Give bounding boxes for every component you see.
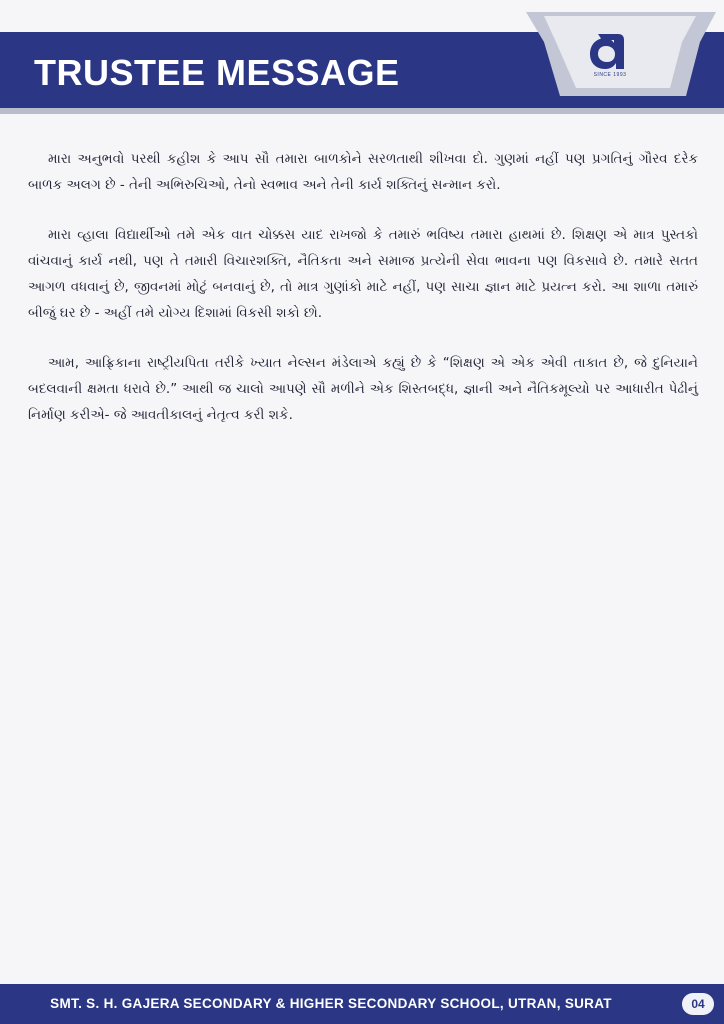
message-paragraph-3: આમ, આફ્રિકાના રાષ્ટ્રીયપિતા તરીકે ખ્યાત નેલ્સન મંડેલાએ કહ્યું છે કે “શિક્ષણ એ એક એવી તાકાત છે, જે દુનિયાને બદલવાની ક્ષમતા ધરાવે છે.” આથી જ ચાલો આપણે સૌ મળીને એક શિસ્તબદ્ધ, જ્ઞાની અને નૈતિકમૂલ્યો પર આધારીત પેઢીનું નિર્માણ કરીએ- જે આવતીકાલનું નેતૃત્વ કરી શકે. [28,355,698,423]
school-logo-icon [586,32,634,72]
page-number-badge: 04 [682,993,714,1015]
footer-bar [0,984,724,1024]
message-paragraph-1: મારા અનુભવો પરથી કહીશ કે આપ સૌ તમારા બાળકોને સરળતાથી શીખવા દો. ગુણમાં નહીં પણ પ્રગતિનું ગૌરવ દરેક બાળક અલગ છે - તેની અભિરુચિઓ, તેનો સ્વભાવ અને તેની કાર્ય શક્તિનું સન્માન કરો. [28,151,698,193]
message-body [28,146,698,452]
header-accent-stripe [0,108,724,114]
logo-since-text: SINCE 1993 [593,72,627,78]
footer-school-name: SMT. S. H. GAJERA SECONDARY & HIGHER SECONDARY SCHOOL, UTRAN, SURAT [50,996,612,1011]
message-paragraph-2: મારા વ્હાલા વિદ્યાર્થીઓ તમે એક વાત ચોક્કસ યાદ રાખજો કે તમારું ભવિષ્ય તમારા હાથમાં છે. શિક્ષણ એ માત્ર પુસ્તકો વાંચવાનું કાર્ય નથી, પણ તે તમારી વિચારશક્તિ, નૈતિકતા અને સમાજ પ્રત્યેની સેવા ભાવના પણ વિકસાવે છે. તમારે સતત આગળ વધવાનું છે, જીવનમાં મોટું બનવાનું છે, તો માત્ર ગુણાંકો માટે નહીં, પણ સાચા જ્ઞાન માટે પ્રયત્ન કરો. આ શાળા તમારું બીજું ઘર છે - અહીં તમે યોગ્ય દિશામાં વિકસી શકો છો. [28,227,698,321]
page-title: TRUSTEE MESSAGE [34,52,400,93]
